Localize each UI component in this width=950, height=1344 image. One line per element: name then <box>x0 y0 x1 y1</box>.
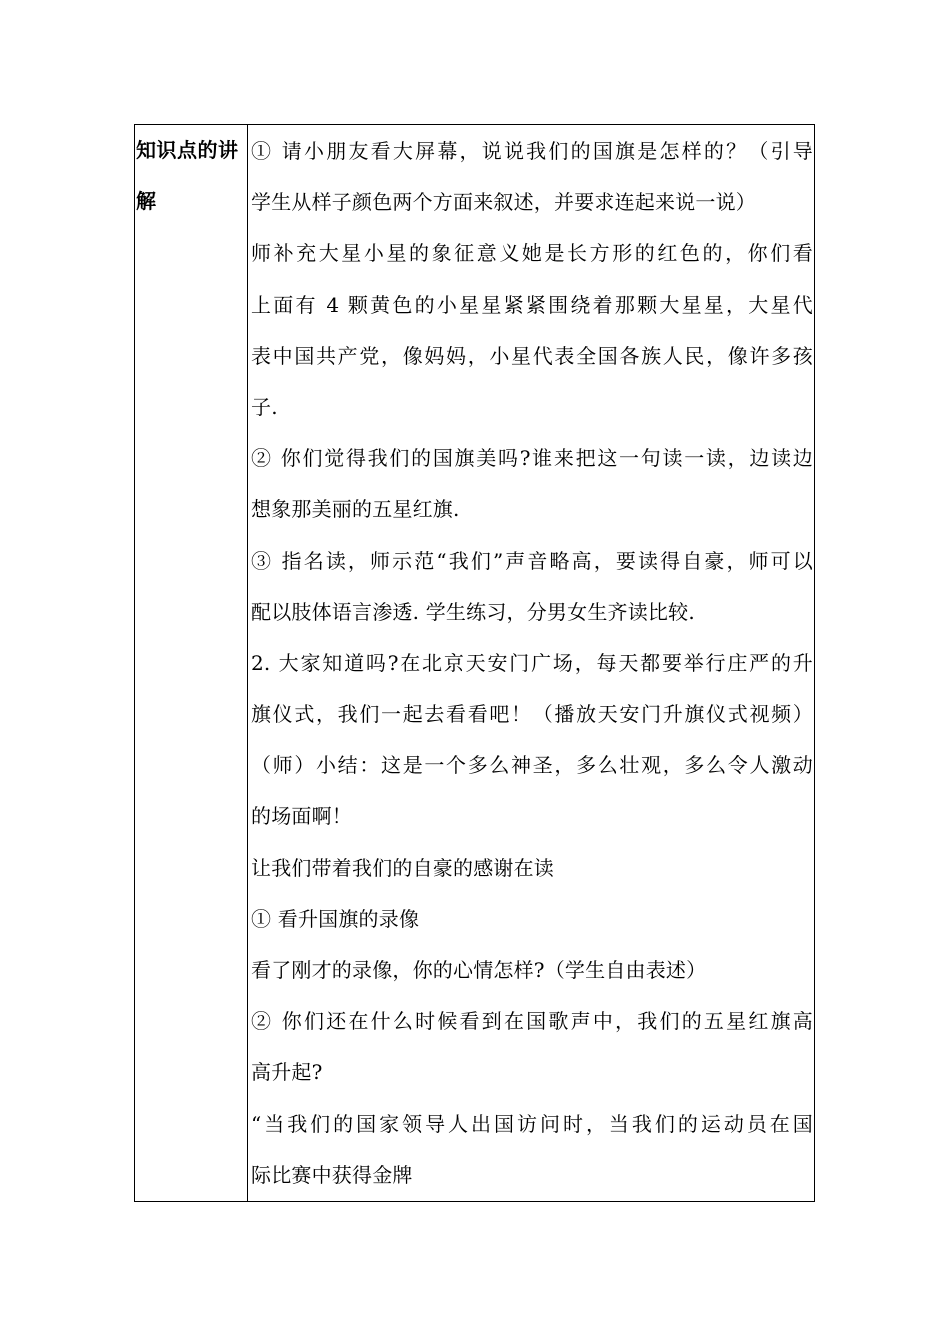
content-line: 际比赛中获得金牌 <box>251 1162 413 1187</box>
content-line: 高升起? <box>251 1060 323 1085</box>
lesson-content <box>248 125 814 1201</box>
content-line: 看了刚才的录像，你的心情怎样?（学生自由表述） <box>251 958 707 982</box>
content-line: 表中国共产党，像妈妈，小星代表全国各族人民，像许多孩 <box>251 343 813 368</box>
content-line: 配以肢体语言渗透. 学生练习，分男女生齐读比较. <box>251 599 695 624</box>
content-line: ② 你们觉得我们的国旗美吗?谁来把这一句读一读，边读边 <box>251 446 813 471</box>
row-label-cell <box>135 125 248 1202</box>
content-line: （师）小结：这是一个多么神圣，多么壮观，多么令人激动 <box>251 753 813 778</box>
content-line: ① 请小朋友看大屏幕，说说我们的国旗是怎样的？（引导 <box>251 139 813 163</box>
content-line: 师补充大星小星的象征意义她是长方形的红色的，你们看 <box>251 241 813 266</box>
content-line: 想象那美丽的五星红旗. <box>251 497 460 522</box>
content-line: 学生从样子颜色两个方面来叙述，并要求连起来说一说） <box>251 190 756 215</box>
row-content-cell <box>248 125 815 1202</box>
row-label: 知识点的讲解 <box>136 138 239 213</box>
content-line: 的场面啊！ <box>251 804 352 829</box>
table-row <box>135 125 815 1202</box>
content-line: ① 看升国旗的录像 <box>251 906 420 931</box>
content-line: ③ 指名读，师示范“我们”声音略高，要读得自豪，师可以 <box>251 548 813 573</box>
content-line: 让我们带着我们的自豪的感谢在读 <box>251 855 554 880</box>
content-line: 子. <box>251 394 278 419</box>
content-line: 2. 大家知道吗?在北京天安门广场，每天都要举行庄严的升 <box>251 650 813 675</box>
lesson-plan-table <box>134 124 815 1202</box>
content-line: 旗仪式，我们一起去看看吧！（播放天安门升旗仪式视频） <box>251 702 813 727</box>
content-line: “当我们的国家领导人出国访问时，当我们的运动员在国 <box>251 1111 813 1136</box>
content-line: ② 你们还在什么时候看到在国歌声中，我们的五星红旗高 <box>251 1009 813 1034</box>
content-line: 上面有 4 颗黄色的小星星紧紧围绕着那颗大星星，大星代 <box>251 292 813 317</box>
